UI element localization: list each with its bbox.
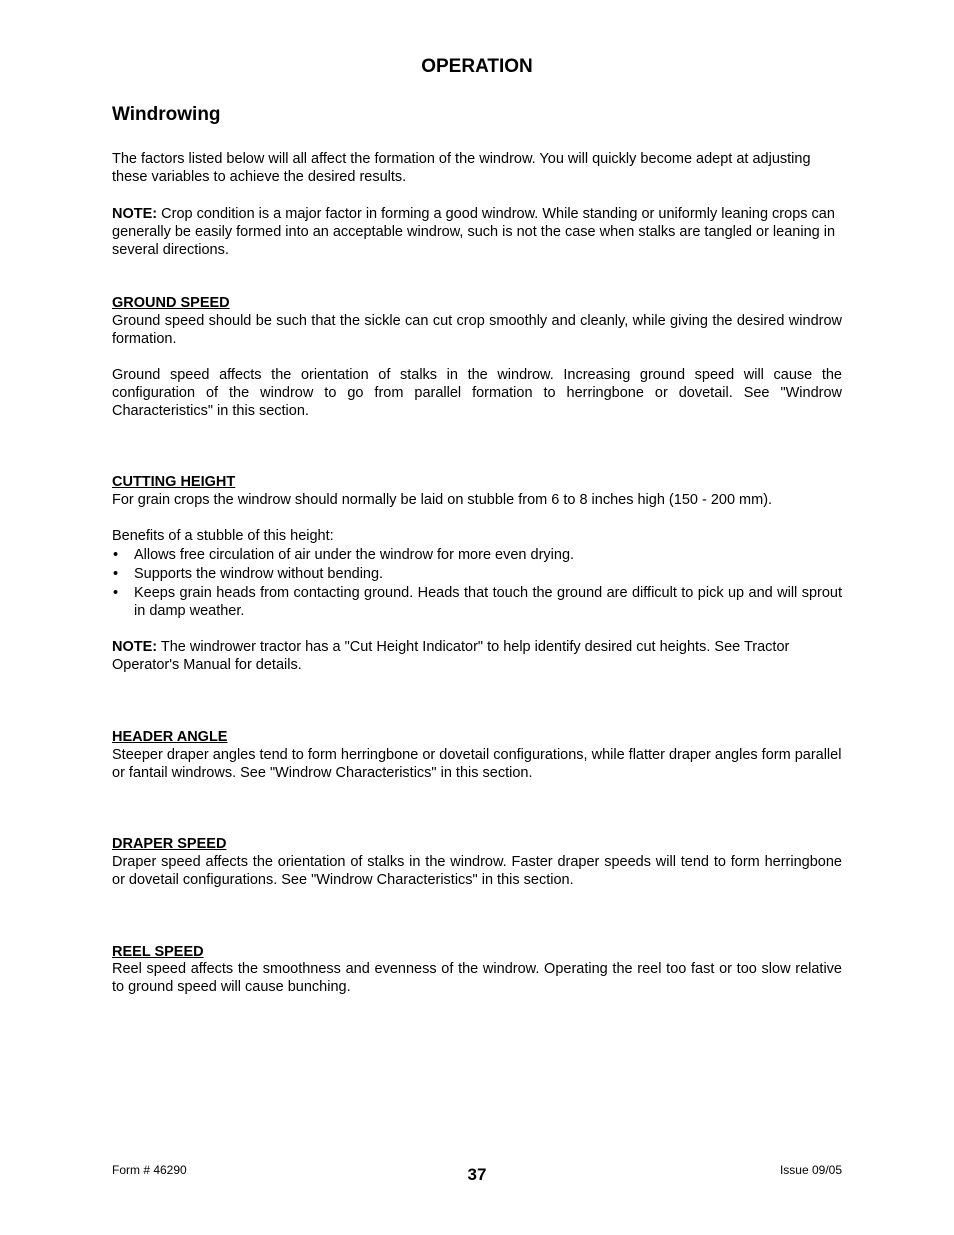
reel-speed-paragraph: Reel speed affects the smoothness and evenness of the windrow. Operating the reel too fast or too slow relative to ground speed will cause bunching. (112, 961, 842, 995)
bullet-icon: • (113, 547, 119, 563)
header-angle-heading: HEADER ANGLE (112, 729, 228, 745)
cutting-height-paragraph: For grain crops the windrow should normally be laid on stubble from 6 to 8 inches high (150 - 200 mm). (112, 492, 773, 508)
benefits-intro: Benefits of a stubble of this height: (112, 528, 334, 544)
ground-speed-heading: GROUND SPEED (112, 295, 230, 311)
cutting-height-heading: CUTTING HEIGHT (112, 474, 236, 490)
note-text: The windrower tractor has a "Cut Height Indicator" to help identify desired cut heights. See Tractor Operator's Manual for details. (112, 639, 790, 673)
section-title: Windrowing (112, 104, 221, 125)
note-label: NOTE: (112, 206, 158, 222)
benefits-list (112, 546, 842, 621)
issue-date: Issue 09/05 (779, 1163, 842, 1177)
draper-speed-paragraph: Draper speed affects the orientation of stalks in the windrow. Faster draper speeds will tend to form herringbone or dovetail configurations. See "Windrow Characteristics" in this section. (112, 854, 842, 888)
note-label: NOTE: (112, 639, 158, 655)
intro-paragraph: The factors listed below will all affect the formation of the windrow. You will quickly become adept at adjusting these variables to achieve the desired results. (112, 151, 811, 185)
ground-speed-paragraph-1: Ground speed should be such that the sickle can cut crop smoothly and cleanly, while giving the desired windrow formation. (112, 313, 842, 347)
list-item: • Supports the windrow without bending. (113, 566, 384, 582)
list-item: • Allows free circulation of air under the windrow for more even drying. (113, 547, 575, 563)
bullet-icon: • (113, 585, 119, 601)
page-number: 37 (467, 1165, 487, 1184)
form-number: Form # 46290 (112, 1163, 187, 1177)
note-text: Crop condition is a major factor in forming a good windrow. While standing or uniformly leaning crops can generally be easily formed into an acceptable windrow, such is not the case when stalks are tangled or leaning in several directions. (112, 206, 836, 258)
ground-speed-paragraph-2: Ground speed affects the orientation of stalks in the windrow. Increasing ground speed will cause the configuration of the windrow to go from parallel formation to herringbone or dovetail. See "Windrow Characteristics" in this section. (112, 367, 842, 419)
header-angle-paragraph: Steeper draper angles tend to form herringbone or dovetail configurations, while flatter draper angles form parallel or fantail windrows. See "Windrow Characteristics" in this section. (112, 747, 842, 781)
draper-speed-heading: DRAPER SPEED (112, 836, 227, 852)
bullet-icon: • (113, 566, 119, 582)
page-title: OPERATION (421, 56, 533, 77)
list-item: • Keeps grain heads from contacting ground. Heads that touch the ground are difficult to pick up and will sprout in damp weather. (113, 585, 842, 619)
note-cut-height (112, 638, 842, 674)
note-crop-condition (112, 205, 842, 259)
reel-speed-heading: REEL SPEED (112, 944, 204, 960)
